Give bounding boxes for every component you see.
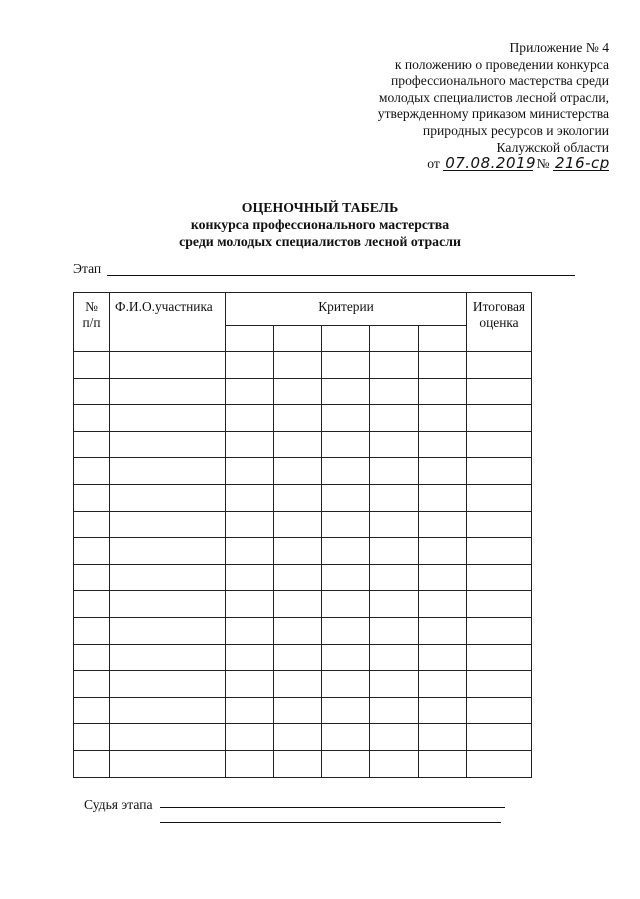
order-reference (309, 156, 609, 173)
order-date-handwritten: 07.08.2019 (445, 154, 537, 173)
table-cell (110, 564, 226, 591)
table-cell (74, 750, 110, 777)
table-cell (467, 405, 532, 432)
table-cell (322, 484, 370, 511)
table-row (74, 511, 532, 538)
table-cell (322, 352, 370, 379)
table-cell (274, 458, 322, 485)
table-cell (322, 564, 370, 591)
header-line: Калужской области (496, 139, 609, 155)
table-cell (322, 431, 370, 458)
table-cell (110, 378, 226, 405)
table-cell (226, 617, 274, 644)
judge-label: Судья этапа (84, 797, 153, 812)
table-cell (110, 538, 226, 565)
table-cell (322, 538, 370, 565)
table-cell (110, 431, 226, 458)
table-cell (467, 591, 532, 618)
table-cell (370, 484, 418, 511)
table-cell (226, 724, 274, 751)
table-cell (274, 352, 322, 379)
table-cell (370, 431, 418, 458)
table-cell (370, 378, 418, 405)
table-row (74, 458, 532, 485)
number-sign: № (536, 156, 550, 172)
table-cell (110, 511, 226, 538)
table-cell (226, 378, 274, 405)
table-cell (274, 697, 322, 724)
table-row (74, 484, 532, 511)
table-cell (370, 671, 418, 698)
title-line2: конкурса профессионального мастерства (190, 217, 450, 232)
table-cell (74, 697, 110, 724)
table-row (74, 644, 532, 671)
table-cell (74, 644, 110, 671)
table-cell (467, 511, 532, 538)
table-cell (274, 538, 322, 565)
col-total-sublabel: оценка (479, 315, 519, 330)
table-cell (226, 697, 274, 724)
table-cell (110, 591, 226, 618)
table-cell (226, 352, 274, 379)
table-cell (74, 458, 110, 485)
table-cell (418, 724, 466, 751)
table-cell (74, 405, 110, 432)
table-row (74, 671, 532, 698)
title-line3: среди молодых специалистов лесной отрасли (179, 234, 461, 249)
table-cell (74, 617, 110, 644)
table-cell (467, 617, 532, 644)
table-cell (110, 617, 226, 644)
appendix-header (309, 40, 609, 173)
table-cell (274, 671, 322, 698)
table-cell (418, 617, 466, 644)
table-cell (370, 644, 418, 671)
col-number-label: № (85, 299, 98, 314)
table-cell (467, 724, 532, 751)
table-cell (418, 591, 466, 618)
table-cell (274, 724, 322, 751)
col-number-sublabel: п/п (82, 315, 101, 330)
table-cell (322, 591, 370, 618)
table-cell (74, 591, 110, 618)
table-cell (370, 697, 418, 724)
table-cell (74, 511, 110, 538)
table-cell (274, 484, 322, 511)
table-cell (226, 564, 274, 591)
table-cell (226, 431, 274, 458)
col-total-header (467, 293, 532, 352)
criteria-subcolumn-cell (274, 326, 322, 352)
appendix-title: Приложение № 4 (509, 40, 609, 55)
table-cell (418, 484, 466, 511)
judge-name-line (160, 822, 501, 823)
table-cell (110, 484, 226, 511)
table-cell (322, 458, 370, 485)
table-cell (370, 564, 418, 591)
table-cell (74, 724, 110, 751)
stage-fill-line (107, 275, 575, 276)
table-cell (110, 671, 226, 698)
table-cell (226, 538, 274, 565)
table-cell (322, 644, 370, 671)
table-cell (274, 564, 322, 591)
table-header-row (74, 293, 532, 326)
table-row (74, 405, 532, 432)
header-line: утвержденному приказом министерства (377, 106, 609, 122)
table-cell (226, 671, 274, 698)
table-cell (226, 644, 274, 671)
table-cell (74, 538, 110, 565)
table-cell (418, 564, 466, 591)
table-cell (370, 724, 418, 751)
table-cell (322, 511, 370, 538)
table-cell (467, 750, 532, 777)
table-cell (322, 724, 370, 751)
table-cell (467, 564, 532, 591)
table-cell (370, 617, 418, 644)
stage-label: Этап (73, 261, 102, 276)
table-cell (418, 405, 466, 432)
table-cell (274, 378, 322, 405)
table-cell (370, 458, 418, 485)
score-table (73, 292, 532, 778)
table-cell (110, 697, 226, 724)
table-cell (467, 378, 532, 405)
table-cell (226, 405, 274, 432)
table-cell (322, 405, 370, 432)
table-cell (274, 511, 322, 538)
table-cell (74, 378, 110, 405)
table-cell (418, 431, 466, 458)
table-cell (74, 671, 110, 698)
table-cell (418, 511, 466, 538)
table-cell (110, 458, 226, 485)
table-cell (418, 750, 466, 777)
criteria-subcolumn-cell (226, 326, 274, 352)
col-total-label: Итоговая (472, 299, 526, 314)
order-prefix: от (427, 156, 440, 172)
table-cell (418, 697, 466, 724)
table-cell (322, 697, 370, 724)
table-cell (418, 671, 466, 698)
col-fio-header: Ф.И.О.участника (110, 293, 226, 352)
col-number-header (74, 293, 110, 352)
document-title (0, 199, 640, 250)
table-cell (467, 458, 532, 485)
table-cell (226, 458, 274, 485)
header-line: природных ресурсов и экологии (422, 122, 609, 138)
table-cell (226, 750, 274, 777)
table-cell (226, 591, 274, 618)
table-cell (110, 644, 226, 671)
table-row (74, 724, 532, 751)
table-cell (467, 484, 532, 511)
table-cell (418, 352, 466, 379)
table-cell (274, 644, 322, 671)
table-cell (226, 484, 274, 511)
table-row (74, 564, 532, 591)
table-cell (467, 538, 532, 565)
table-cell (467, 352, 532, 379)
header-line: к положению о проведении конкурса (394, 56, 609, 72)
table-cell (74, 564, 110, 591)
table-cell (370, 511, 418, 538)
table-cell (110, 352, 226, 379)
table-cell (418, 644, 466, 671)
table-cell (467, 697, 532, 724)
table-cell (418, 538, 466, 565)
table-cell (322, 378, 370, 405)
title-main: ОЦЕНОЧНЫЙ ТАБЕЛЬ (241, 200, 399, 215)
criteria-subcolumn-cell (322, 326, 370, 352)
table-cell (110, 405, 226, 432)
table-row (74, 697, 532, 724)
criteria-subcolumn-cell (370, 326, 418, 352)
table-cell (74, 431, 110, 458)
table-cell (418, 458, 466, 485)
table-cell (418, 378, 466, 405)
criteria-subcolumn-cell (418, 326, 466, 352)
table-cell (370, 538, 418, 565)
table-cell (274, 617, 322, 644)
table-row (74, 378, 532, 405)
table-row (74, 591, 532, 618)
table-cell (274, 591, 322, 618)
table-cell (274, 750, 322, 777)
header-line: молодых специалистов лесной отрасли, (378, 89, 609, 105)
table-cell (226, 511, 274, 538)
table-row (74, 538, 532, 565)
table-cell (74, 484, 110, 511)
table-cell (322, 750, 370, 777)
table-cell (110, 750, 226, 777)
table-cell (322, 617, 370, 644)
table-cell (370, 750, 418, 777)
table-cell (370, 591, 418, 618)
table-cell (110, 724, 226, 751)
header-line: профессионального мастерства среди (391, 73, 609, 89)
col-criteria-header: Критерии (226, 293, 467, 326)
table-row (74, 352, 532, 379)
table-row (74, 750, 532, 777)
table-row (74, 431, 532, 458)
table-cell (274, 405, 322, 432)
judge-signature-line (160, 807, 505, 808)
table-cell (467, 644, 532, 671)
table-cell (370, 405, 418, 432)
table-cell (467, 671, 532, 698)
table-cell (467, 431, 532, 458)
table-row (74, 617, 532, 644)
table-cell (74, 352, 110, 379)
table-cell (370, 352, 418, 379)
order-number-handwritten: 216-ср (555, 154, 610, 173)
table-cell (322, 671, 370, 698)
table-cell (274, 431, 322, 458)
